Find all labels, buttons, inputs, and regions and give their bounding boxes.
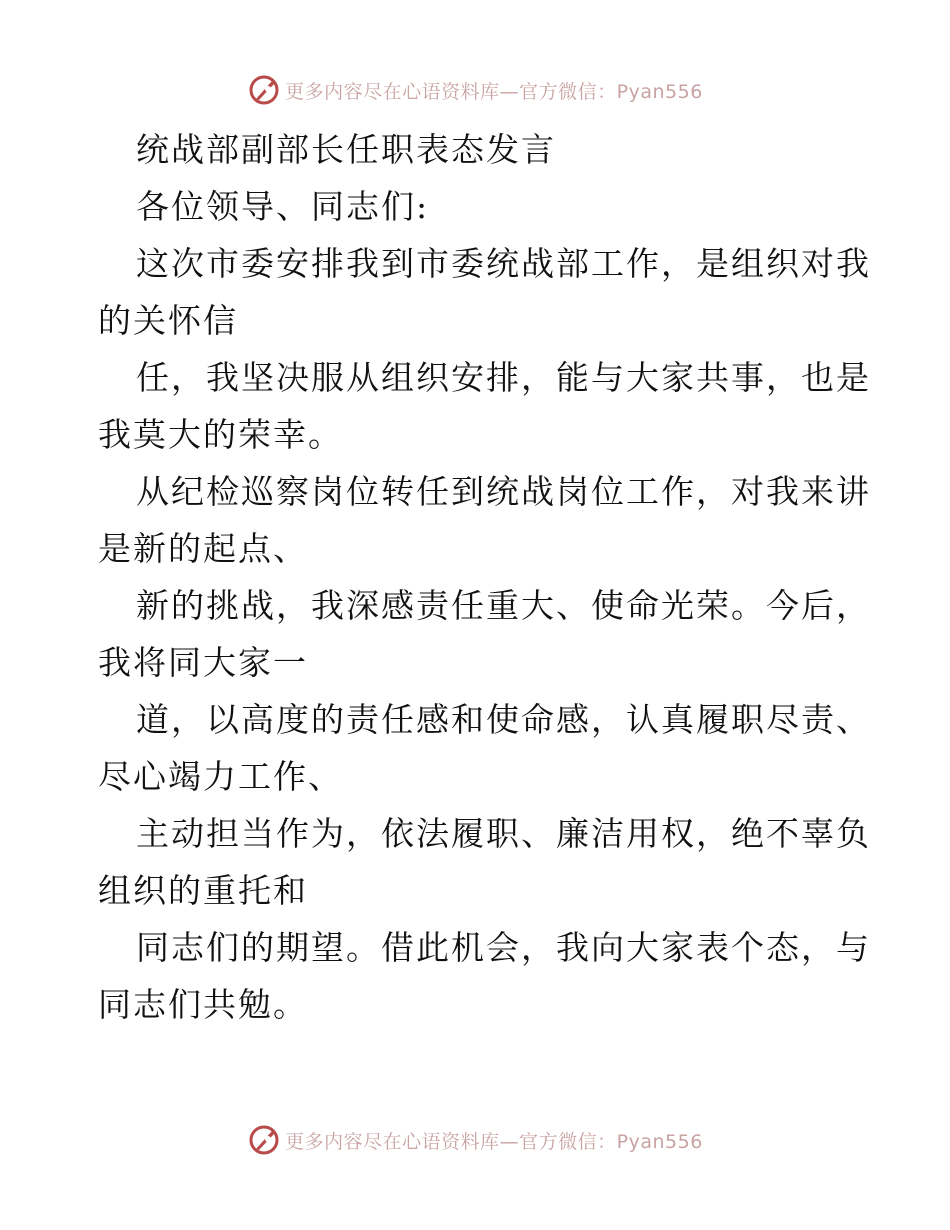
document-title: 统战部副部长任职表态发言: [136, 130, 556, 169]
quill-circle-logo-icon: [247, 1123, 281, 1157]
paragraph-line: 是新的起点、: [98, 529, 308, 568]
paragraph-line: 尽心竭力工作、: [98, 757, 343, 796]
paragraph-line: 的关怀信: [98, 301, 238, 340]
salutation: 各位领导、同志们:: [136, 187, 430, 226]
paragraph-line: 同志们共勉。: [98, 985, 308, 1024]
paragraph-line: 主动担当作为，依法履职、廉洁用权，绝不辜负: [136, 814, 871, 853]
paragraph-line: 道，以高度的责任感和使命感，认真履职尽责、: [136, 700, 871, 739]
footer-banner: [0, 1120, 950, 1160]
paragraph-line: 从纪检巡察岗位转任到统战岗位工作，对我来讲: [136, 472, 871, 511]
paragraph-line: 新的挑战，我深感责任重大、使命光荣。今后，: [136, 586, 871, 625]
paragraph-line: 同志们的期望。借此机会，我向大家表个态，与: [136, 928, 871, 967]
paragraph-line: 我莫大的荣幸。: [98, 415, 343, 454]
header-banner-text: 更多内容尽在心语资料库—官方微信：Pyan556: [285, 80, 703, 103]
paragraph-line: 这次市委安排我到市委统战部工作，是组织对我: [136, 244, 871, 283]
paragraph-line: 组织的重托和: [98, 871, 308, 910]
paragraph-line: 任，我坚决服从组织安排，能与大家共事，也是: [136, 358, 871, 397]
quill-circle-logo-icon: [247, 73, 281, 107]
footer-banner-text: 更多内容尽在心语资料库—官方微信：Pyan556: [285, 1130, 703, 1153]
paragraph-line: 我将同大家一: [98, 643, 308, 682]
header-banner: [0, 70, 950, 110]
